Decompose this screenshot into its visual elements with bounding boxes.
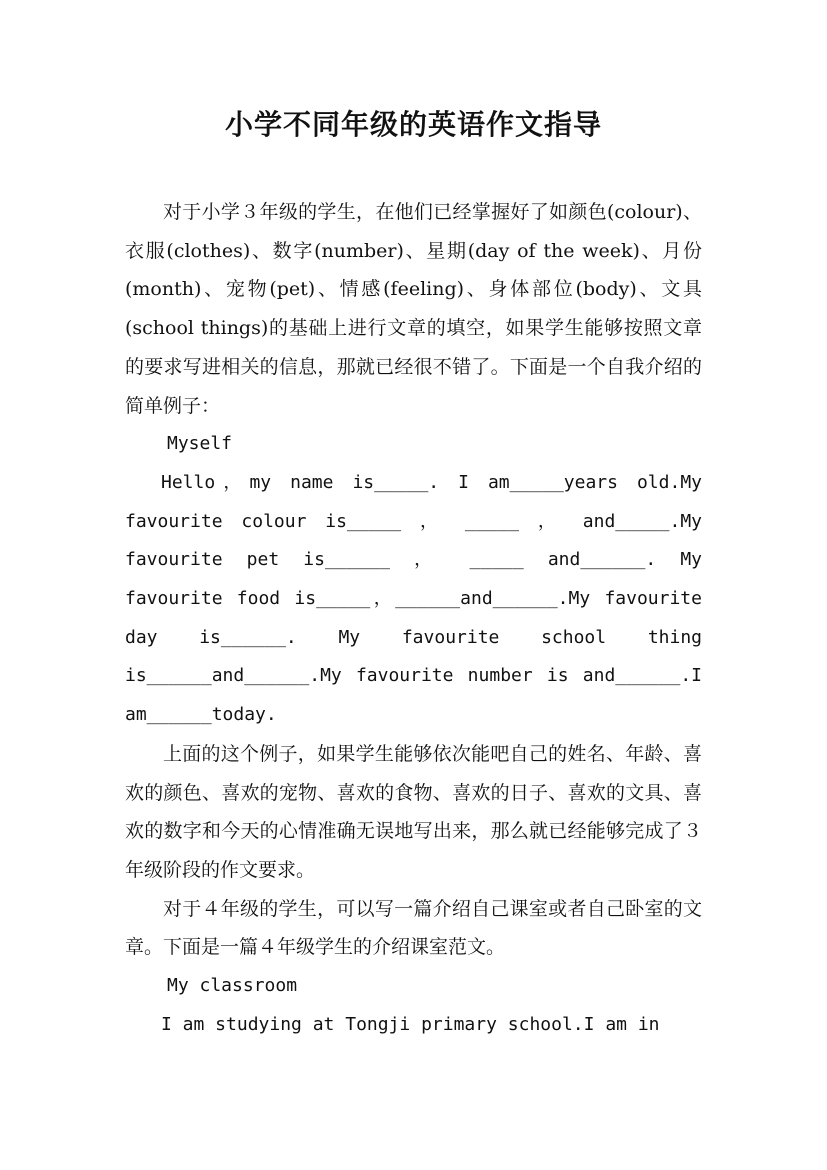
example-heading-myself: Myself — [167, 433, 233, 455]
intro-paragraph: 对于小学３年级的学生，在他们已经掌握好了如颜色(colour)、衣服(clothes)、数字(number)、星期(day of the week)、月份(month)、宠物(pet)、情感(feeling)、身体部位(body)、文具(school things)的基础上进行文章的填空，如果学生能够按照文章的要求写进相关的信息，那就已经很不错了。下面是一个自我介绍的简单例子： — [125, 201, 702, 417]
example-heading-classroom: My classroom — [167, 975, 298, 997]
example-text-myself: Hello，my name is_____. I am_____years old.My favourite colour is_____ ， _____ ， and_____.My favourite pet is______ ， _____ and______. My favourite food is_____，______and______.My favourite day is______. My favourite school thing is______and______.My favourite number is and______.I am______today. — [125, 471, 702, 726]
document-title: 小学不同年级的英语作文指导 — [224, 108, 602, 141]
document-body — [125, 193, 702, 1044]
grade4-intro-paragraph: 对于４年级的学生，可以写一篇介绍自己课室或者自己卧室的文章。下面是一篇４年级学生的介绍课室范文。 — [125, 897, 702, 959]
example-text-classroom: I am studying at Tongji primary school.I am in — [161, 1013, 660, 1035]
grade3-summary-paragraph: 上面的这个例子，如果学生能够依次能吧自己的姓名、年龄、喜欢的颜色、喜欢的宠物、喜欢的食物、喜欢的日子、喜欢的文具、喜欢的数字和今天的心情准确无误地写出来，那么就已经能够完成了３年级阶段的作文要求。 — [125, 742, 702, 881]
